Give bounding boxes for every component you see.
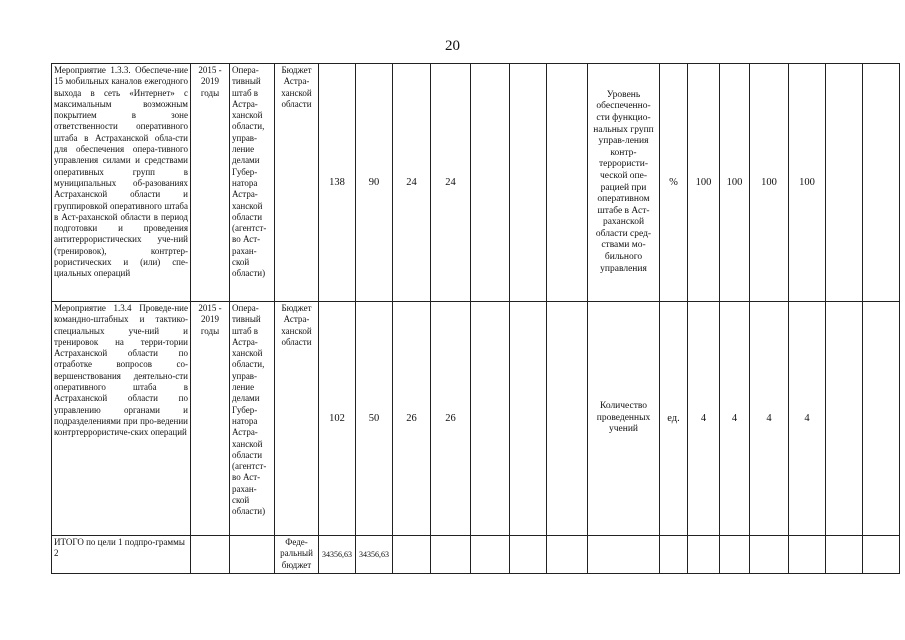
measure-description: Мероприятие 1.3.4 Проведе-ние командно-штабных и тактико-специальных уче-ний и тренировок на терри-тории Астраханской области по отработке вопросов со-вершенствования деятельно-сти оперативного штаба в Астраханской области по управлению органами и подразделениями при про-ведении контртеррористиче-ских операций bbox=[52, 302, 191, 536]
value-2016-cell: 4 bbox=[720, 302, 750, 536]
value-2017-cell: 4 bbox=[750, 302, 789, 536]
amount-2016-cell: 26 bbox=[393, 302, 431, 536]
executor-cell: Опера-тивный штаб в Астра-ханской области, управ-ление делами Губер-натора Астра-ханской области (агентст-во Аст-рахан-ской области) bbox=[230, 302, 275, 536]
amount-2019-cell bbox=[510, 302, 547, 536]
total-amount-cell: 102 bbox=[319, 302, 356, 536]
unit-cell: % bbox=[660, 64, 688, 302]
value-2019-cell bbox=[826, 64, 863, 302]
total-label: ИТОГО по цели 1 подпро-граммы 2 bbox=[52, 536, 191, 574]
empty-cell bbox=[750, 536, 789, 574]
amount-2017-cell: 24 bbox=[431, 64, 471, 302]
amount-2015-cell: 90 bbox=[356, 64, 393, 302]
amount-2018-cell bbox=[471, 64, 510, 302]
value-2015-cell: 100 bbox=[688, 64, 720, 302]
empty-cell bbox=[547, 64, 588, 302]
period-cell: 2015 - 2019 годы bbox=[191, 302, 230, 536]
funding-source-cell: Феде-ральный бюджет bbox=[275, 536, 319, 574]
empty-cell bbox=[230, 536, 275, 574]
empty-cell bbox=[393, 536, 431, 574]
empty-cell bbox=[789, 536, 826, 574]
period-cell: 2015 - 2019 годы bbox=[191, 64, 230, 302]
funding-source-cell: Бюджет Астра-ханской области bbox=[275, 302, 319, 536]
total-row bbox=[52, 536, 900, 574]
measure-description: Мероприятие 1.3.3. Обеспече-ние 15 мобильных каналов ежегодного выхода в сеть «Интернет» с максимальным возможным покрытием в зоне ответственности оперативного штаба в Астраханской обла-сти для обеспечения опера-тивного управления силами и средствами оперативных групп в муниципальных об-разованиях Астраханской области и группировкой оперативного штаба в Аст-раханской области в период подготовки и проведения антитеррористических уче-ний (тренировок), контртер-рористических и (или) спе-циальных операций bbox=[52, 64, 191, 302]
funding-source-cell: Бюджет Астра-ханской области bbox=[275, 64, 319, 302]
value-2017-cell: 100 bbox=[750, 64, 789, 302]
empty-cell bbox=[863, 536, 900, 574]
empty-cell bbox=[863, 64, 900, 302]
amount-2015-cell: 34356,63 bbox=[356, 536, 393, 574]
empty-cell bbox=[191, 536, 230, 574]
empty-cell bbox=[547, 302, 588, 536]
amount-2015-cell: 50 bbox=[356, 302, 393, 536]
empty-cell bbox=[547, 536, 588, 574]
program-measures-table bbox=[51, 63, 900, 574]
amount-2019-cell bbox=[510, 64, 547, 302]
empty-cell bbox=[688, 536, 720, 574]
empty-cell bbox=[510, 536, 547, 574]
empty-cell bbox=[863, 302, 900, 536]
empty-cell bbox=[588, 536, 660, 574]
value-2015-cell: 4 bbox=[688, 302, 720, 536]
empty-cell bbox=[720, 536, 750, 574]
empty-cell bbox=[431, 536, 471, 574]
amount-2017-cell: 26 bbox=[431, 302, 471, 536]
unit-cell: ед. bbox=[660, 302, 688, 536]
table-row bbox=[52, 64, 900, 302]
empty-cell bbox=[471, 536, 510, 574]
total-amount-cell: 34356,63 bbox=[319, 536, 356, 574]
empty-cell bbox=[660, 536, 688, 574]
indicator-cell: Уровень обеспеченно-сти функцио-нальных групп управ-ления контр-террористи-ческой опе-рацией при оперативном штабе в Аст-раханской области сред-ствами мо-бильного управления bbox=[588, 64, 660, 302]
page-number: 20 bbox=[445, 38, 460, 54]
indicator-cell: Количество проведенных учений bbox=[588, 302, 660, 536]
value-2018-cell: 100 bbox=[789, 64, 826, 302]
value-2019-cell bbox=[826, 302, 863, 536]
amount-2018-cell bbox=[471, 302, 510, 536]
executor-cell: Опера-тивный штаб в Астра-ханской области, управ-ление делами Губер-натора Астра-ханской области (агентст-во Аст-рахан-ской области) bbox=[230, 64, 275, 302]
total-amount-cell: 138 bbox=[319, 64, 356, 302]
empty-cell bbox=[826, 536, 863, 574]
value-2018-cell: 4 bbox=[789, 302, 826, 536]
amount-2016-cell: 24 bbox=[393, 64, 431, 302]
value-2016-cell: 100 bbox=[720, 64, 750, 302]
table-row bbox=[52, 302, 900, 536]
